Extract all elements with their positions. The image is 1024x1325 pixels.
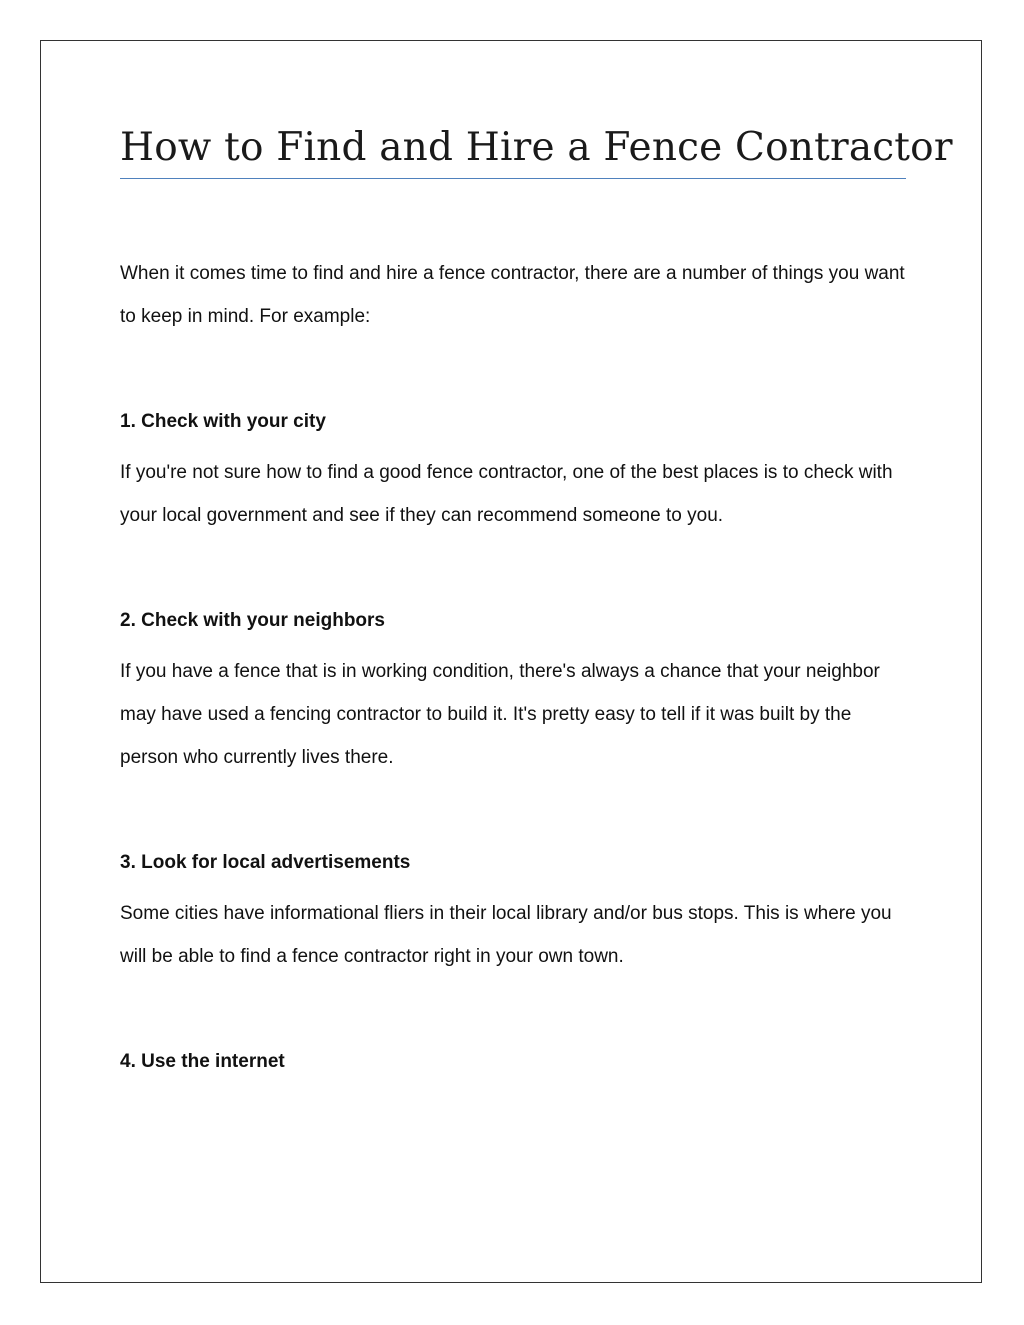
section-heading: 2. Check with your neighbors bbox=[120, 610, 385, 631]
section-local-advertisements bbox=[120, 841, 906, 978]
section-heading: 4. Use the internet bbox=[120, 1051, 285, 1072]
section-heading: 1. Check with your city bbox=[120, 411, 326, 432]
section-check-city bbox=[120, 400, 906, 537]
section-body: If you have a fence that is in working condition, there's always a chance that your neighbor may have used a fencing contractor to build it. It's pretty easy to tell if it was built by the person who currently lives there. bbox=[120, 661, 880, 768]
intro-paragraph: When it comes time to find and hire a fence contractor, there are a number of things you want to keep in mind. For example: bbox=[120, 263, 905, 327]
document-content bbox=[120, 120, 953, 1091]
section-use-internet bbox=[120, 1040, 906, 1083]
section-body: If you're not sure how to find a good fence contractor, one of the best places is to check with your local government and see if they can recommend someone to you. bbox=[120, 462, 893, 526]
section-heading: 3. Look for local advertisements bbox=[120, 852, 411, 873]
title-underline bbox=[120, 178, 906, 179]
document-title: How to Find and Hire a Fence Contractor bbox=[120, 125, 953, 170]
section-body: Some cities have informational fliers in their local library and/or bus stops. This is where you will be able to find a fence contractor right in your own town. bbox=[120, 903, 892, 967]
section-check-neighbors bbox=[120, 599, 906, 779]
